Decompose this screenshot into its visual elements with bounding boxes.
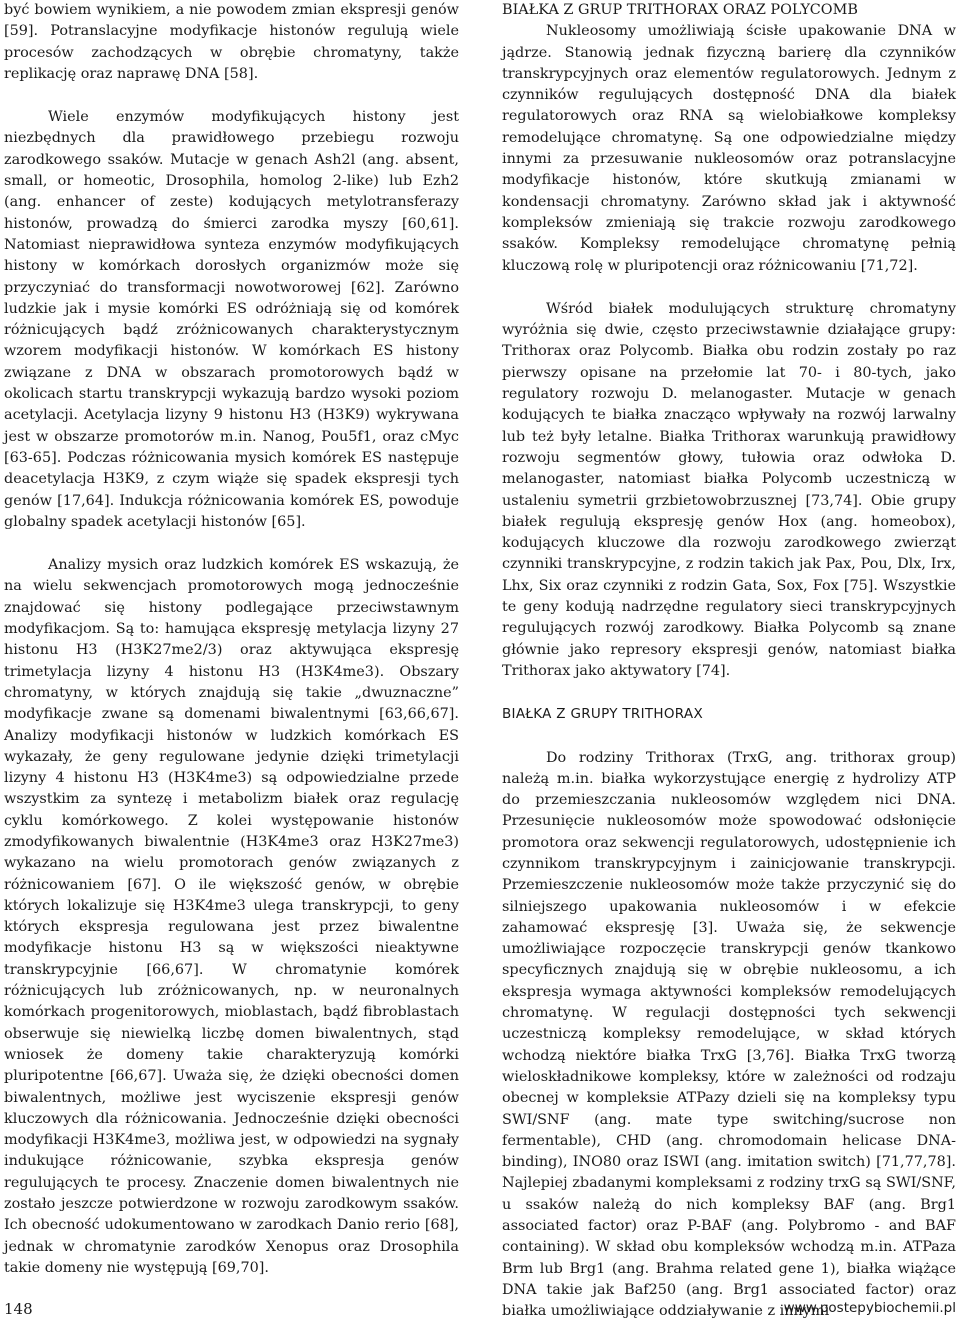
- paragraph: być bowiem wynikiem, a nie powodem zmian ekspresji genów [59]. Potranslacyjne modyfikacje histonów regulują wiele procesów zachodzących w obrębie chromatyny, także replikację oraz naprawę DNA [58].: [4, 2, 459, 82]
- section-heading: BIAŁKA Z GRUP TRITHORAX ORAZ POLYCOMB: [502, 2, 858, 18]
- left-column: [4, 0, 459, 1279]
- subsection-heading: BIAŁKA Z GRUPY TRITHORAX: [502, 706, 703, 723]
- paragraph: Analizy mysich oraz ludzkich komórek ES wskazują, że na wielu sekwencjach promotorowych mogą jednocześnie znajdować się histony podlegające przeciwstawnym modyfikacjom. Są to: hamująca ekspresję metylacja lizyny 27 histonu H3 (H3K27me2/3) oraz aktywująca ekspresję trimetylacja lizyny 4 histonu H3 (H3K4me3). Obszary chromatyny, w których znajdują się takie „dwuznaczne” modyfikacje zwane są domenami biwalentnymi [63,66,67]. Analizy modyfikacji histonów w ludzkich komórkach ES wykazały, że geny regulowane jedynie dzięki trimetylacji lizyny 4 histonu H3 (H3K4me3) są odpowiedzialne przede wszystkim za syntezę i metabolizm białek oraz regulację cyklu komórkowego. Z kolei występowanie histonów zmodyfikowanych biwalentnie (H3K4me3 oraz H3K27me3) wykazano na wielu promotorach genów związanych z różnicowaniem [67]. O ile większość genów, w obrębie których lokalizuje się H3K4me3 ulega transkrypcji, to geny których ekspresja regulowana jest przez biwalentne modyfikacje histonu H3 są w większości nieaktywne transkrypcyjnie [66,67]. W chromatynie komórek różnicujących lub zróżnicowanych, np. w neuronalnych komórkach progenitorowych, mioblastach, bądź fibroblastach obserwuje się niewielką liczbę domen biwalentnych, stąd wniosek że domeny takie charakteryzują komórki pluripotentne [66,67]. Uważa się, że dzięki obecności domen biwalentnych, możliwe jest wyciszenie ekspresji genów kluczowych dla różnicowania. Jednocześnie dzięki obecności modyfikacji H3K4me3, możliwa jest, w odpowiedzi na sygnały indukujące różnicowanie, szybka ekspresja genów regulujących te procesy. Znaczenie domen biwalentnych nie zostało jeszcze potwierdzone w rozwoju zarodkowym ssaków. Ich obecność udokumentowano w zarodkach Danio rerio [68], jednak w chromatynie zarodków Xenopus oraz Drosophila takie domeny nie występują [69,70].: [4, 557, 459, 1276]
- paragraph: Wśród białek modulujących strukturę chromatyny wyróżnia się dwie, często przeciwstawnie działające grupy: Trithorax oraz Polycomb. Białka obu rodzin zostały po raz pierwszy opisane na przełomie lat 70- i 80-tych, jako regulatory rozwoju D. melanogaster. Mutacje w genach kodujących te białka znacząco wpływały na rozwój larwalny lub też były letalne. Białka Trithorax warunkują prawidłowy rozwoju segmentów głowy, tułowia oraz odwłoka D. melanogaster, natomiast białka Polycomb uczestniczą w ustaleniu symetrii grzbietowobrzusznej [73,74]. Obie grupy białek regulują ekspresję genów Hox (ang. homeobox), kodujących kluczowe dla rozwoju zarodkowego zwierząt czynniki transkrypcyjne, z rodzin takich jak Pax, Pou, Dlx, Irx, Lhx, Six oraz czynniki z rodzin Gata, Sox, Fox [75]. Wszystkie te geny kodują nadrzędne regulatory sieci transkrypcyjnych regulujących rozwój zarodkowy. Białka Polycomb są znane głównie jako represory ekspresji genów, natomiast białka Trithorax jako aktywatory [74].: [502, 300, 956, 679]
- journal-url: www.postepybiochemii.pl: [783, 1300, 956, 1316]
- right-column: [502, 0, 956, 1323]
- paragraph: Do rodziny Trithorax (TrxG, ang. trithorax group) należą m.in. białka wykorzystujące energię z hydrolizy ATP do przemieszczania nukleosomów względem nici DNA. Przesunięcie nukleosomów może spowodować odsłonięcie promotora oraz sekwencji regulatorowych, udostępnienie ich czynnikom transkrypcyjnym i zainicjowanie transkrypcji. Przemieszczenie nukleosomów może także przyczynić się do silniejszego upakowania nukleosomów i w efekcie zahamować ekspresję [3]. Uważa się, że sekwencje umożliwiające rozpoczęcie transkrypcji genów tkankowo specyficznych znajdują się w obrębie nukleosomu, a ich ekspresja wymaga aktywności kompleksów remodelujących chromatynę. W regulacji dostępności tych sekwencji uczestniczą kompleksy remodelujące, w skład których wchodzą niektóre białka TrxG [3,76]. Białka TrxG tworzą wieloskładnikowe kompleksy, które w zależności od rodzaju obecnej w kompleksie ATPazy dzieli się na kompleksy typu SWI/SNF (ang. mate type switching/sucrose non fermentable), CHD (ang. chromodomain helicase DNA-binding), INO80 oraz ISWI (ang. imitation switch) [71,77,78]. Najlepiej zbadanymi kompleksami z rodziny trxG są SWI/SNF, u ssaków należą do nich kompleksy BAF (ang. Brg1 associated factor) oraz P-BAF (ang. Polybromo - and BAF containing). W skład obu kompleksów wchodzą m.in. ATPaza Brm lub Brg1 (ang. Brahma related gene 1), białka wiążące DNA takie jak Baf250 (ang. Brg1 associated factor) oraz białka umożliwiające oddziaływanie z innymi: [502, 749, 956, 1320]
- paragraph: Nukleosomy umożliwiają ścisłe upakowanie DNA w jądrze. Stanowią jednak fizyczną barierę dla czynników transkrypcyjnych oraz elementów regulatorowych. Jednym z czynników regulujących dostępność DNA dla białek regulatorowych oraz RNA są wielobiałkowe kompleksy remodelujące chromatynę. Są one odpowiedzialne między innymi za przesuwanie nukleosomów oraz potranslacyjne modyfikacje histonów, które skutkują zmianami w kondensacji chromatyny. Zarówno skład jak i aktywność kompleksów zmieniają się trakcie rozwoju zarodkowego ssaków. Kompleksy remodelujące chromatynę pełnią kluczową rolę w pluripotencji oraz różnicowaniu [71,72].: [502, 23, 956, 274]
- page-number: 148: [4, 1300, 33, 1318]
- paragraph: Wiele enzymów modyfikujących histony jest niezbędnych dla prawidłowego przebiegu rozwoju zarodkowego ssaków. Mutacje w genach Ash2l (ang. absent, small, or homeotic, Drosophila, homolog 2-like) lub Ezh2 (ang. enhancer of zeste) kodujących metylotransferazy histonów, prowadzą do śmierci zarodka myszy [60,61]. Natomiast nieprawidłowa synteza enzymów modyfikujących histony w komórkach dorosłych organizmów może się przyczyniać do transformacji nowotworowej [62]. Zarówno ludzkie jak i mysie komórki ES odróżniają się od komórek różnicujących bądź zróżnicowanych charakterystycznym wzorem modyfikacji histonów. W komórkach ES histony związane z DNA w obszarach promotorowych bądź w okolicach startu transkrypcji wykazują bardzo wysoki poziom acetylacji. Acetylacja lizyny 9 histonu H3 (H3K9) wykrywana jest w obszarze promotorów m.in. Nanog, Pou5f1, oraz cMyc [63-65]. Podczas różnicowania mysich komórek ES następuje deacetylacja H3K9, z czym wiąże się spadek ekspresji tych genów [17,64]. Indukcja różnicowania komórek ES, powoduje globalny spadek acetylacji histonów [65].: [4, 109, 459, 530]
